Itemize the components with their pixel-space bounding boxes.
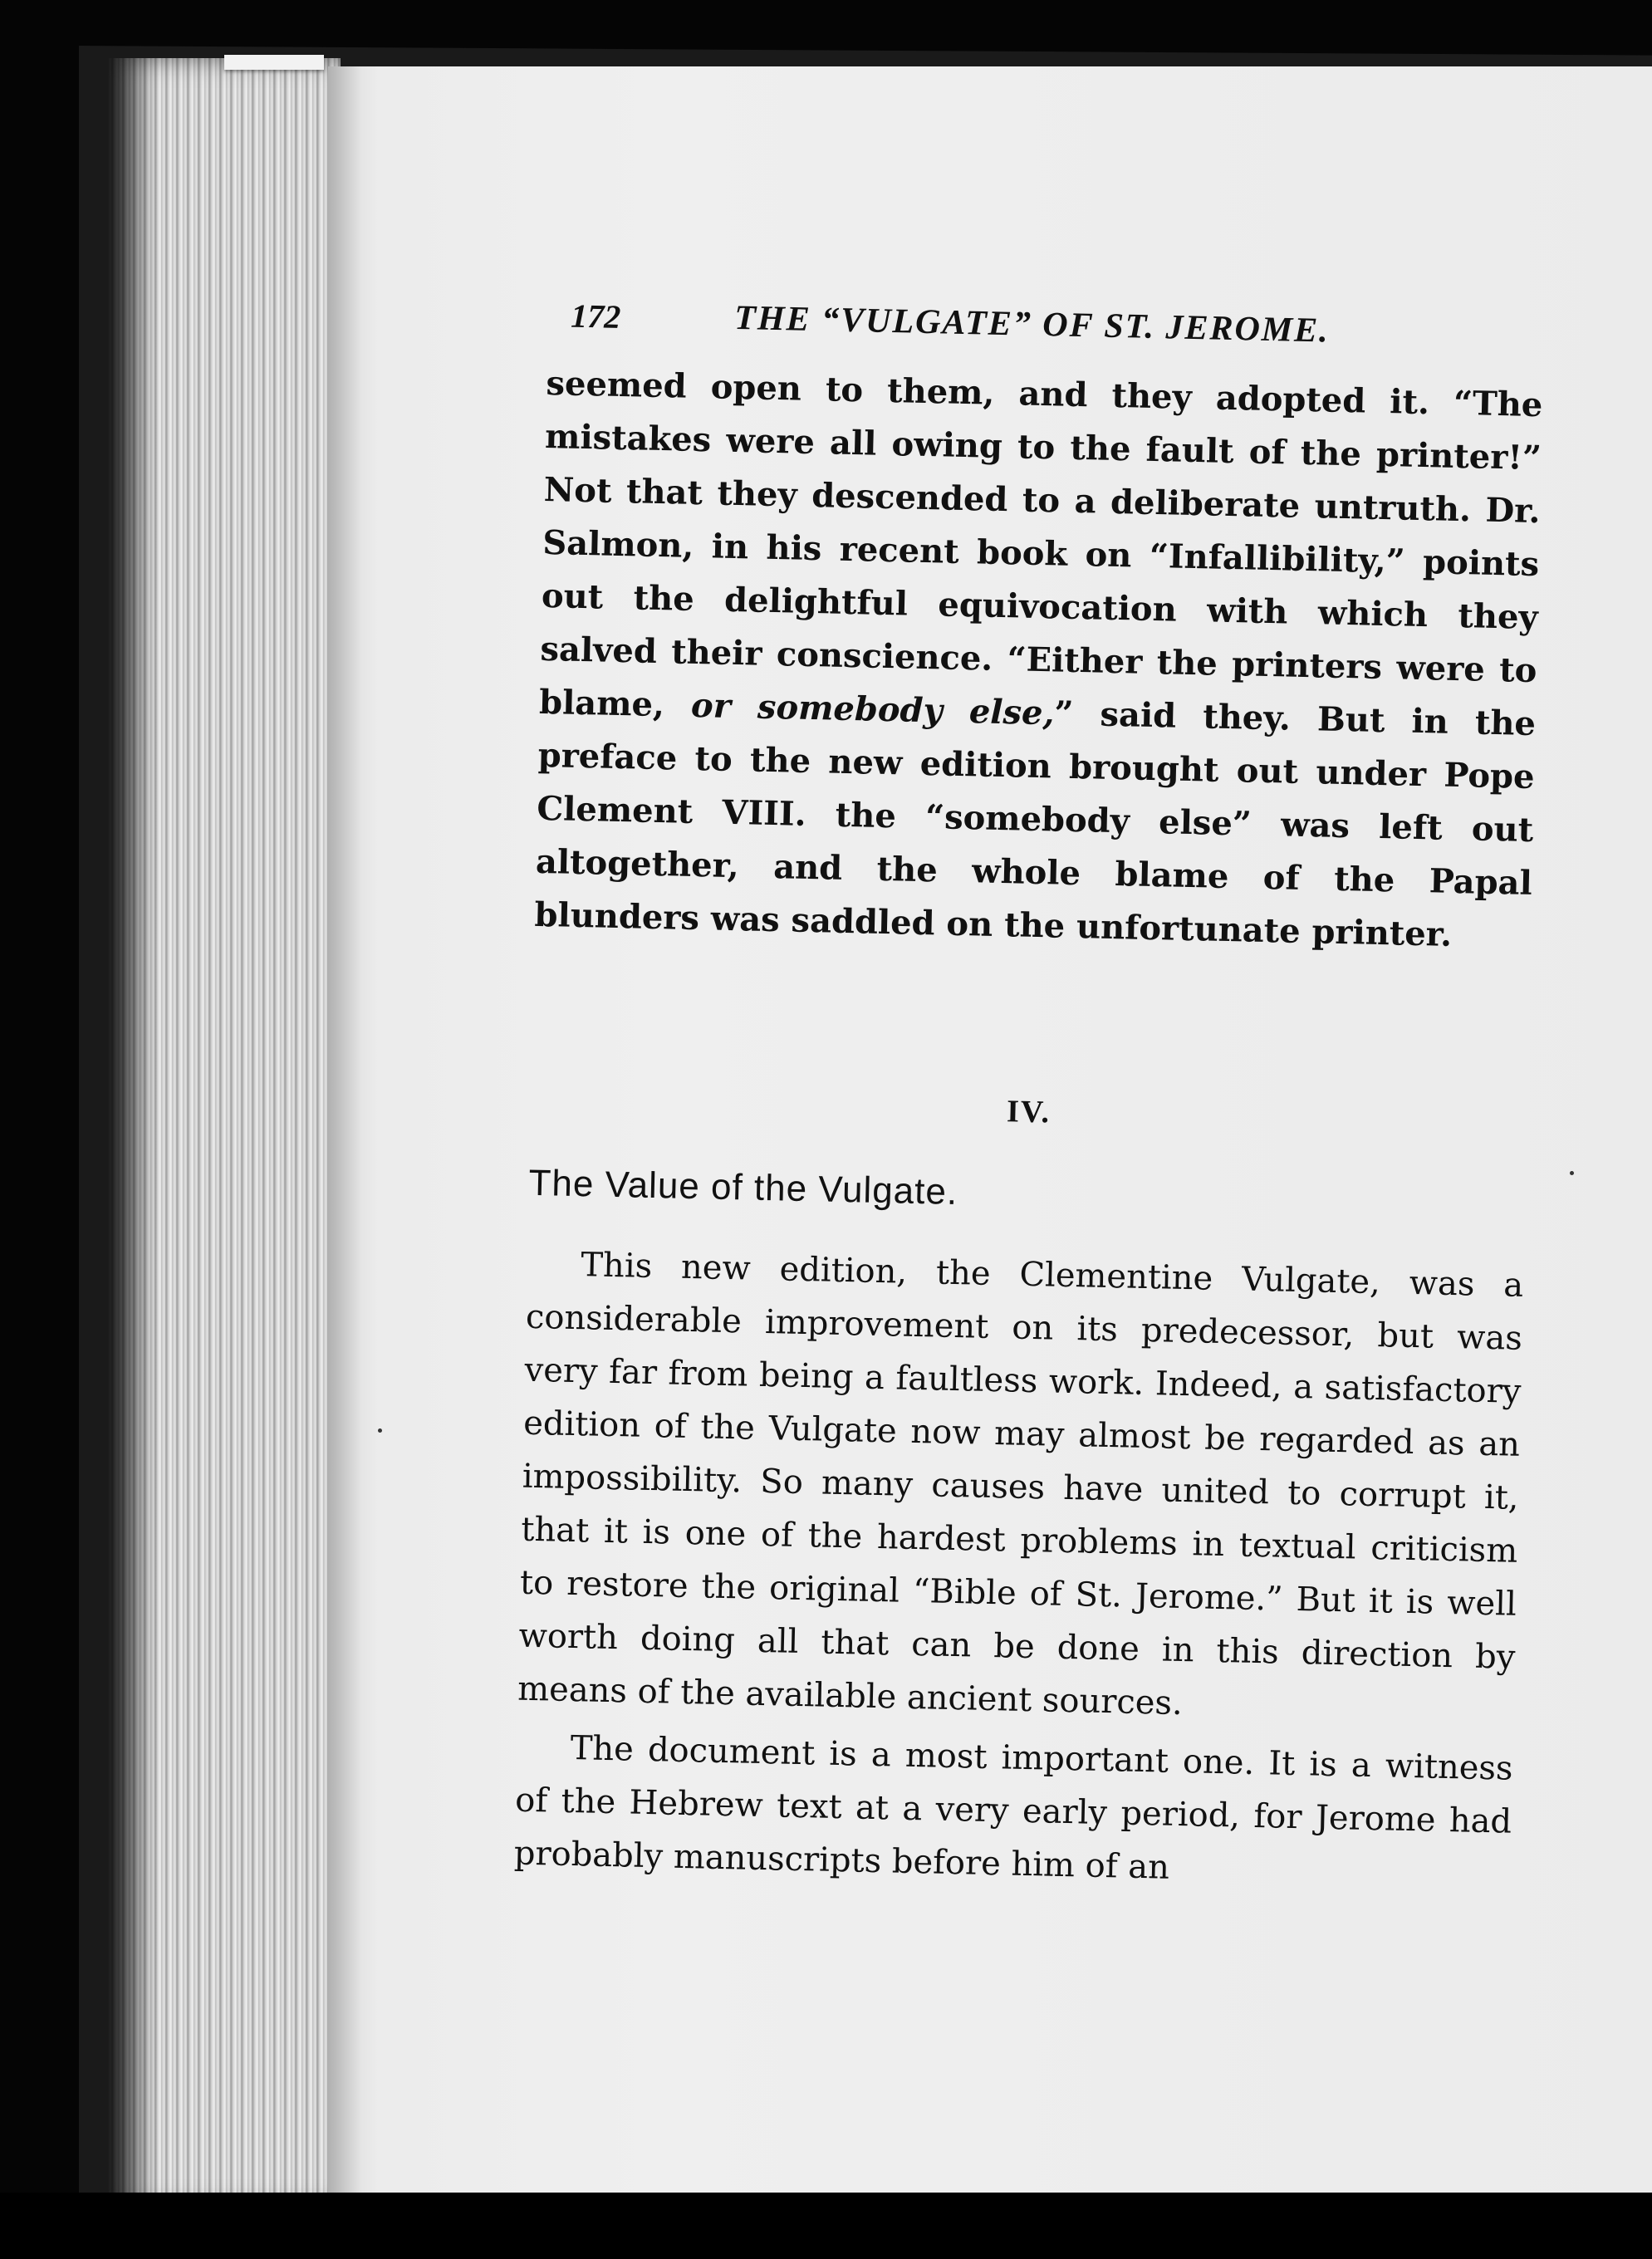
page-number: 172 — [570, 296, 621, 336]
scan-speck — [378, 1428, 382, 1433]
page-text — [513, 291, 1544, 1902]
section-heading: The Value of the Vulgate. — [528, 1162, 958, 1213]
paragraph: This new edition, the Clementine Vulgate, was a considerable improvement on its predecessor, but was very far from being a faultless work. Indeed, a satisfactory edition of the Vulgate now may almost be regarded as an impossibility. So many causes have united to corrupt it, that it is one of the hardest problems in textual criticism to restore the original “Bible of St. Jerome.” But it is well worth doing all that can be done in this direction by means of the available ancient sources. — [517, 1246, 1524, 1723]
scan-speck — [1570, 1171, 1574, 1175]
paragraph-continuation — [534, 357, 1543, 963]
paragraph-text: ” said they. But in the preface to the new edition brought out under Pope Clement VIII. the “somebody else” was left out altogether, and the whole blame of the Papal blunders was saddled on the unfortunate printer. — [534, 693, 1537, 954]
paragraph: The document is a most important one. It is a witness of the Hebrew text at a very early period, for Jerome had probably manuscripts before him of an — [513, 1729, 1513, 1887]
running-title: THE “VULGATE” OF ST. JEROME. — [733, 298, 1331, 350]
italic-phrase: or somebody else, — [690, 685, 1055, 733]
bottom-shadow — [0, 2193, 1652, 2259]
page-top-edge — [224, 55, 324, 70]
paragraph-text: seemed open to them, and they adopted it. “The mistakes were all owing to the fault of the printer!” Not that they descended to a deliberate untruth. Dr. Salmon, in his recent book on “Infallibility,” points out the delightful equivocation with which they salved their conscience. “Either the printers were to blame, — [538, 363, 1543, 725]
page-stack-edges — [108, 58, 341, 2209]
section-number: IV. — [1006, 1094, 1051, 1130]
